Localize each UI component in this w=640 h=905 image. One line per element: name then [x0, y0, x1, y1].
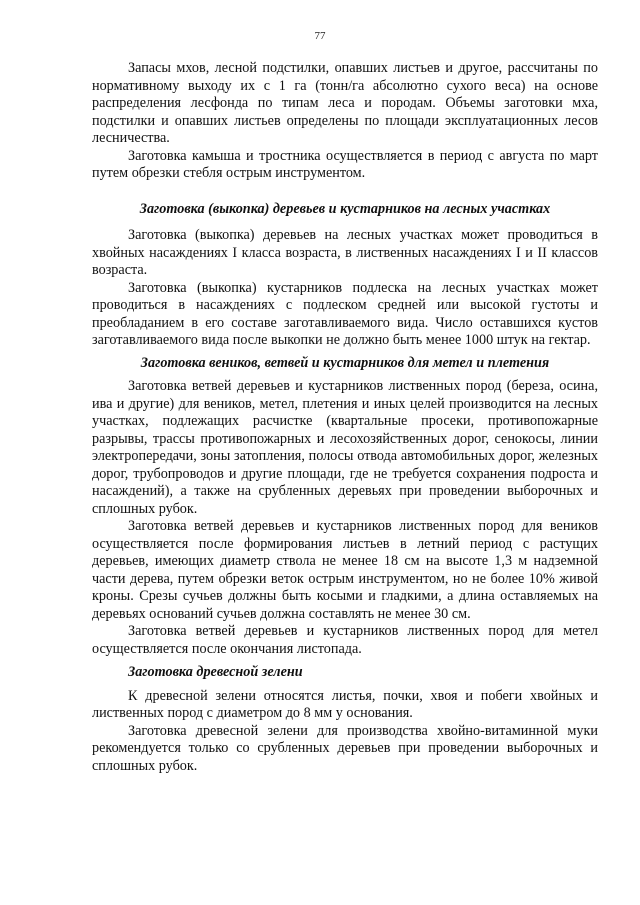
- paragraph: Заготовка (выкопка) кустарников подлеска на лесных участках может проводиться в насаждениях с подлеском средней или высокой густоты и преобладанием в его составе заготавливаемого вида. Число оставшихся кустов заготавливаемого вида после выкопки не должно быть менее 1000 штук на гектар.: [92, 279, 598, 348]
- section-heading-trees: Заготовка (выкопка) деревьев и кустарников на лесных участках: [139, 200, 551, 217]
- section-heading-brooms: Заготовка веников, ветвей и кустарников для метел и плетения: [140, 354, 550, 371]
- paragraph: Заготовка камыша и тростника осуществляется в период с августа по март путем обрезки стебля острым инструментом.: [92, 147, 598, 181]
- paragraph: Заготовка ветвей деревьев и кустарников лиственных пород для метел осуществляется после окончания листопада.: [92, 623, 598, 657]
- paragraph: Заготовка ветвей деревьев и кустарников лиственных пород для веников осуществляется после формирования листьев в летний период с растущих деревьев, имеющих диаметр ствола не менее 18 см на высоте 1,3 м надземной части дерева, путем обрезки веток острым инструментом, но не более 10% живой кроны. Срезы сучьев должны быть косыми и гладкими, а длина оставляемых на деревьях оснований сучьев должна составлять не менее 30 см.: [92, 518, 598, 622]
- paragraph: Заготовка древесной зелени для производства хвойно-витаминной муки рекомендуется только со срубленных деревьев при проведении выборочных и сплошных рубок.: [92, 722, 598, 774]
- paragraph: К древесной зелени относятся листья, почки, хвоя и побеги хвойных и лиственных пород с диаметром до 8 мм у основания.: [92, 687, 598, 721]
- section-heading-greenery: Заготовка древесной зелени: [128, 664, 303, 680]
- page-content: [92, 60, 598, 775]
- paragraph: Заготовка ветвей деревьев и кустарников лиственных пород (береза, осина, ива и другие) для веников, метел, плетения и иных целей производится на лесных участках, подлежащих расчистке (квартальные просеки, противопожарные разрывы, трассы противопожарных и лесохозяйственных дорог, сенокосы, линии электропередачи, зоны затопления, полосы отвода автомобильных дорог, железных дорог, трубопроводов и другие площади, где не требуется сохранения подроста и насаждений), а также на срубленных деревьях при проведении выборочных и сплошных рубок.: [92, 378, 598, 517]
- paragraph: Запасы мхов, лесной подстилки, опавших листьев и другое, рассчитаны по нормативному выходу их с 1 га (тонн/га абсолютно сухого веса) на основе распределения лесфонда по типам леса и породам. Объемы заготовки мха, подстилки и опавших листьев определены по площади эксплуатационных лесов лесничества.: [92, 60, 598, 146]
- page-number: 77: [314, 30, 326, 42]
- paragraph: Заготовка (выкопка) деревьев на лесных участках может проводиться в хвойных насаждениях I класса возраста, в лиственных насаждениях I и II классов возраста.: [92, 227, 598, 278]
